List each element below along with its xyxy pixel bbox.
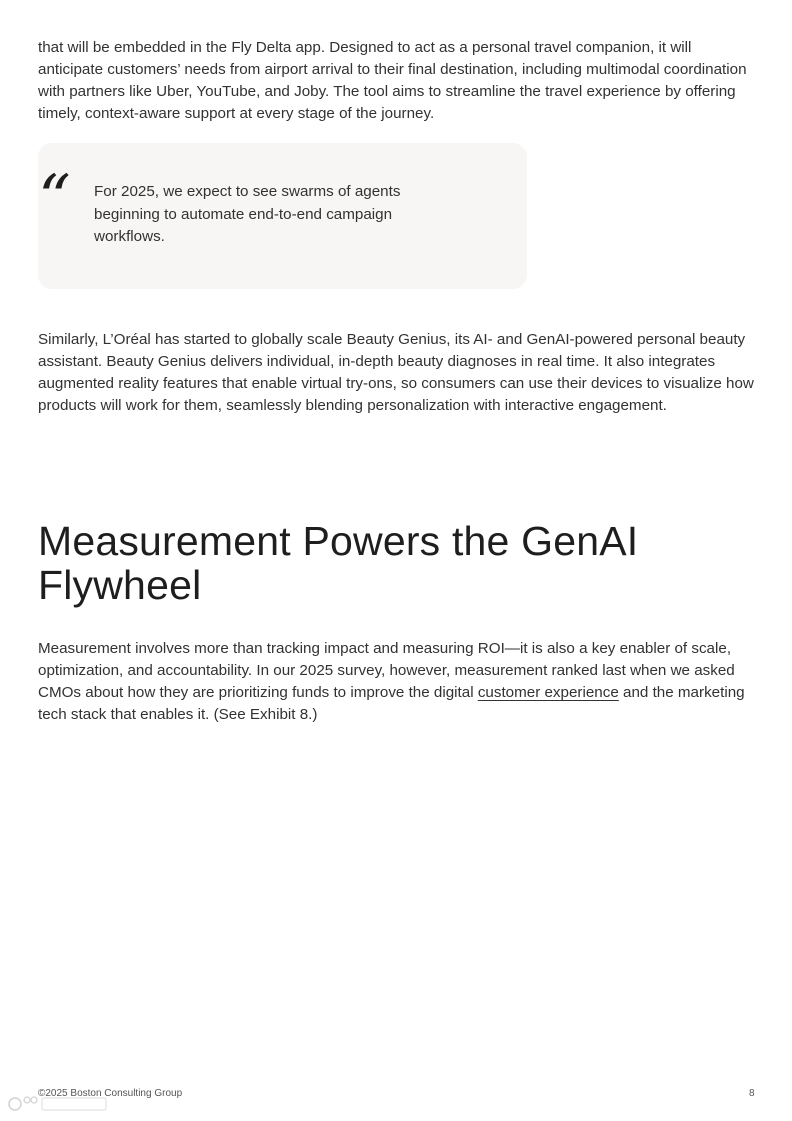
- section-heading: Measurement Powers the GenAI Flywheel: [38, 518, 639, 608]
- watermark-logo-icon: [6, 1093, 110, 1115]
- pull-quote-text: For 2025, we expect to see swarms of agents beginning to automate end-to-end campaign workflows.: [94, 183, 401, 245]
- quote-mark-icon: “: [38, 162, 63, 236]
- body-paragraph-loreal: Similarly, L’Oréal has started to globally scale Beauty Genius, its AI- and GenAI-powered personal beauty assistant. Beauty Genius delivers individual, in-depth beauty diagnoses in real time. It also integrates augmented reality features that enable virtual try-ons, so consumers can use their devices to visualize how products will work for them, seamlessly blending personalization with interactive engagement.: [38, 331, 754, 414]
- customer-experience-link[interactable]: customer experience: [477, 684, 619, 701]
- pull-quote: [38, 143, 527, 289]
- page-number: 8: [749, 1088, 755, 1099]
- body-paragraph-delta: that will be embedded in the Fly Delta app. Designed to act as a personal travel companion, it will anticipate customers’ needs from airport arrival to their final destination, including multimodal coordination with partners like Uber, YouTube, and Joby. The tool aims to streamline the travel experience by offering timely, context-aware support at every stage of the journey.: [38, 39, 747, 122]
- body-paragraph-measurement: [38, 638, 756, 726]
- paragraph-text-end: and the marketing tech stack that enables it. (See Exhibit 8.): [38, 684, 745, 723]
- footer-copyright: ©2025 Boston Consulting Group: [38, 1088, 183, 1099]
- paragraph-text-start: Measurement involves more than tracking impact and measuring ROI—it is also a key enabler of scale, optimization, and accountability. In our 2025 survey, however, measurement ranked last when we asked CMOs about how they are prioritizing funds to improve the digital: [38, 640, 735, 701]
